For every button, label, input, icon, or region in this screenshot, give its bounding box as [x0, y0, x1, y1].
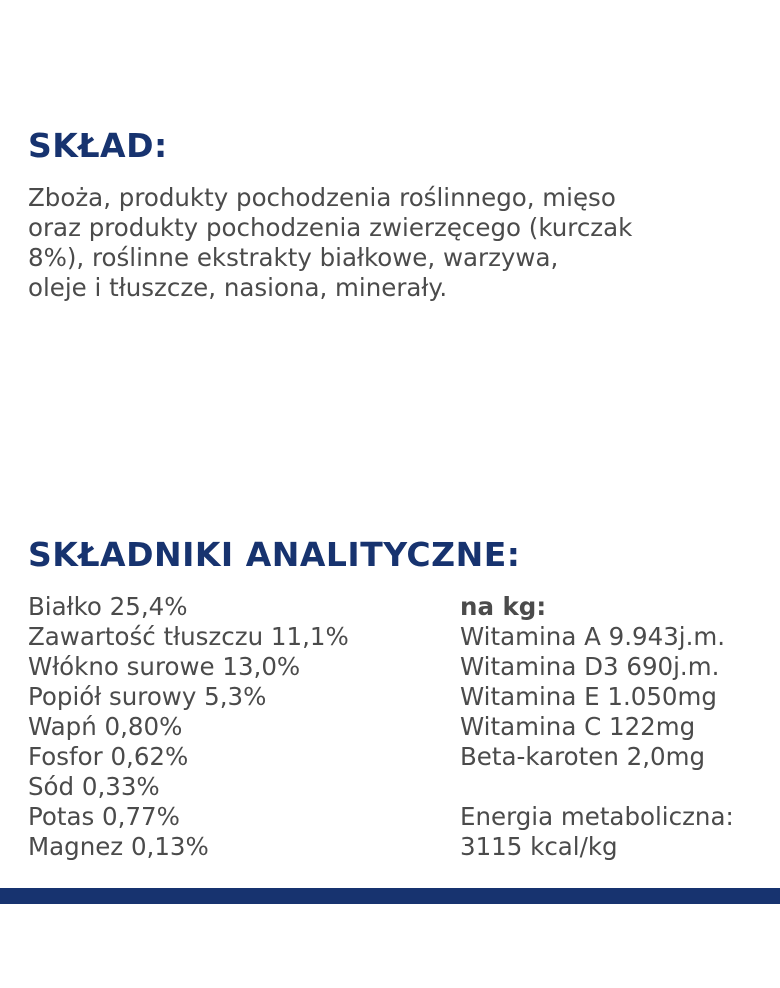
- energy-value: 3115 kcal/kg: [460, 832, 618, 861]
- vitamin-item: Witamina A 9.943j.m.: [460, 622, 726, 651]
- composition-text: [28, 183, 768, 303]
- nutrient-item: Fosfor 0,62%: [28, 742, 189, 771]
- composition-line: oraz produkty pochodzenia zwierzęcego (kurczak: [28, 213, 633, 242]
- nutrient-item: Potas 0,77%: [28, 802, 180, 831]
- nutrients-list: [28, 592, 349, 862]
- nutrient-item: Białko 25,4%: [28, 592, 188, 621]
- nutrient-item: Wapń 0,80%: [28, 712, 183, 741]
- energy-label: Energia metaboliczna:: [460, 802, 734, 831]
- vitamin-item: Beta-karoten 2,0mg: [460, 742, 706, 771]
- composition-line: oleje i tłuszcze, nasiona, minerały.: [28, 273, 448, 302]
- nutrient-item: Popiół surowy 5,3%: [28, 682, 267, 711]
- vitamin-item: Witamina E 1.050mg: [460, 682, 717, 711]
- nutrient-item: Magnez 0,13%: [28, 832, 209, 861]
- nutrient-item: Zawartość tłuszczu 11,1%: [28, 622, 349, 651]
- composition-line: 8%), roślinne ekstrakty białkowe, warzywa,: [28, 243, 559, 272]
- vitamins-list: [460, 592, 734, 862]
- footer-divider-bar: [0, 888, 780, 904]
- vitamin-item: Witamina C 122mg: [460, 712, 696, 741]
- nutrient-item: Sód 0,33%: [28, 772, 160, 801]
- composition-heading: SKŁAD:: [28, 126, 168, 165]
- per-kg-label: na kg:: [460, 592, 547, 621]
- nutrient-item: Włókno surowe 13,0%: [28, 652, 301, 681]
- analytical-constituents-heading: SKŁADNIKI ANALITYCZNE:: [28, 535, 521, 574]
- vitamin-item: Witamina D3 690j.m.: [460, 652, 720, 681]
- list-spacer: [460, 772, 734, 802]
- composition-line: Zboża, produkty pochodzenia roślinnego, mięso: [28, 183, 616, 212]
